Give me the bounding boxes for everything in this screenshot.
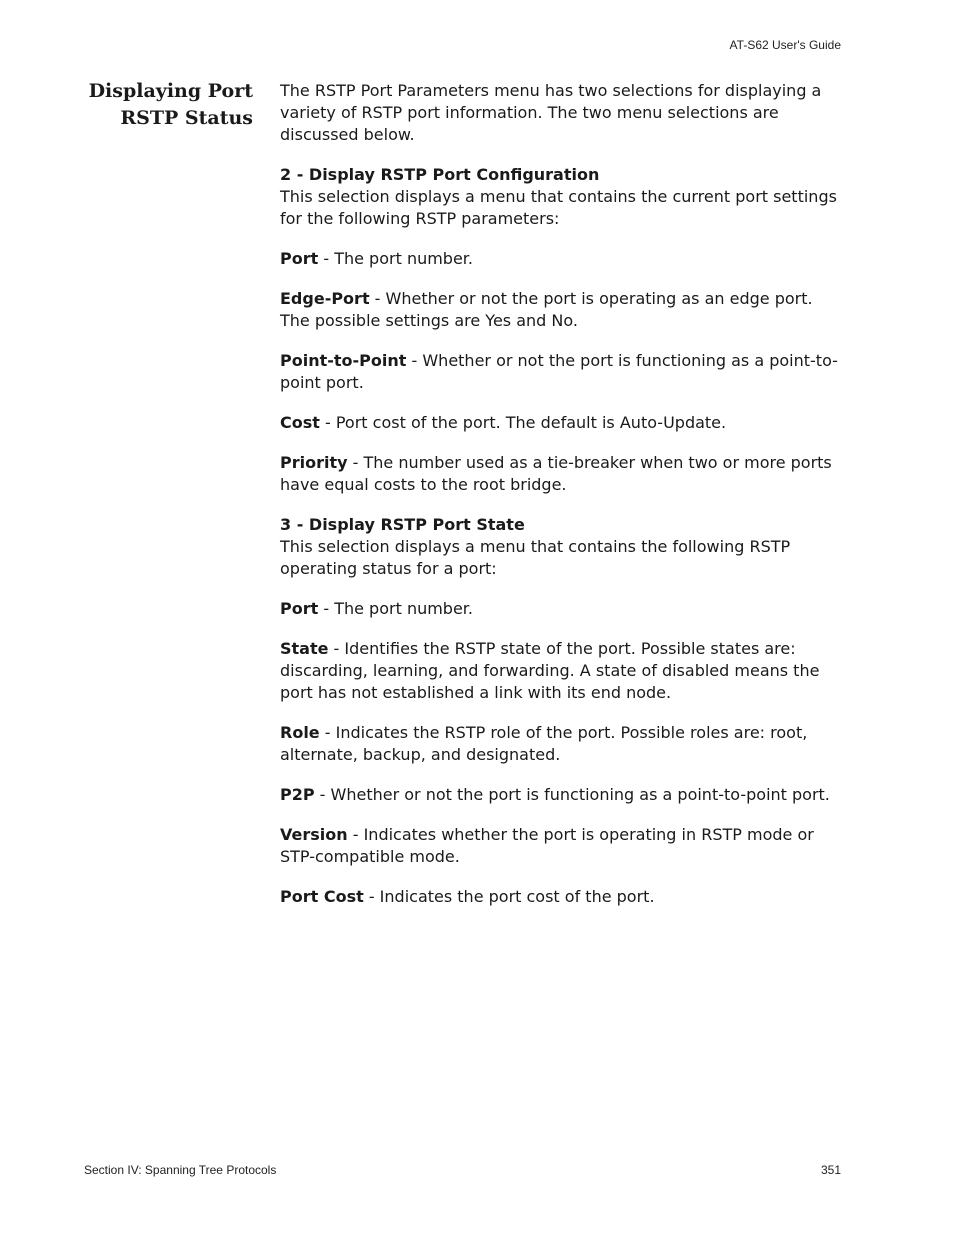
definition: - Whether or not the port is operating as an edge port. The possible settings are Yes and No. bbox=[280, 289, 813, 330]
page-number: 351 bbox=[820, 1163, 841, 1177]
definition: - The port number. bbox=[318, 249, 473, 268]
config-item-edge-port bbox=[280, 288, 845, 332]
state-item-p2p bbox=[280, 784, 845, 806]
definition: - The number used as a tie-breaker when two or more ports have equal costs to the root bridge. bbox=[280, 453, 832, 494]
state-item-port bbox=[280, 598, 845, 620]
config-item-port bbox=[280, 248, 845, 270]
definition: - Indicates the RSTP role of the port. Possible roles are: root, alternate, backup, and designated. bbox=[280, 723, 808, 764]
definition: - Indicates whether the port is operating in RSTP mode or STP-compatible mode. bbox=[280, 825, 814, 866]
state-item-state bbox=[280, 638, 845, 704]
state-subheading: 3 - Display RSTP Port State bbox=[280, 515, 525, 534]
config-item-point-to-point bbox=[280, 350, 845, 394]
body-column bbox=[280, 80, 845, 926]
term: Port bbox=[280, 249, 319, 268]
term: Point-to-Point bbox=[280, 351, 407, 370]
section-heading bbox=[60, 78, 253, 132]
term: Port bbox=[280, 599, 319, 618]
state-item-role bbox=[280, 722, 845, 766]
config-item-priority bbox=[280, 452, 845, 496]
running-header: AT-S62 User's Guide bbox=[729, 38, 841, 52]
config-description: This selection displays a menu that contains the current port settings for the following RSTP parameters: bbox=[280, 187, 837, 228]
term: Version bbox=[280, 825, 348, 844]
term: Port Cost bbox=[280, 887, 364, 906]
term: Cost bbox=[280, 413, 320, 432]
term: Priority bbox=[280, 453, 348, 472]
state-item-version bbox=[280, 824, 845, 868]
term: P2P bbox=[280, 785, 315, 804]
term: State bbox=[280, 639, 329, 658]
section-heading-line1: Displaying Port bbox=[88, 80, 253, 102]
definition: - Indicates the port cost of the port. bbox=[363, 887, 655, 906]
term: Role bbox=[280, 723, 320, 742]
definition: - Whether or not the port is functioning as a point-to-point port. bbox=[314, 785, 830, 804]
state-item-port-cost bbox=[280, 886, 845, 908]
definition: - Whether or not the port is functioning as a point-to-point port. bbox=[280, 351, 838, 392]
config-subheading: 2 - Display RSTP Port Configuration bbox=[280, 165, 600, 184]
config-item-cost bbox=[280, 412, 845, 434]
intro-paragraph: The RSTP Port Parameters menu has two selections for displaying a variety of RSTP port information. The two menu selections are discussed below. bbox=[280, 81, 822, 144]
definition: - Identifies the RSTP state of the port. Possible states are: discarding, learning, and forwarding. A state of disabled means the port has not established a link with its end node. bbox=[280, 639, 820, 702]
definition: - Port cost of the port. The default is Auto-Update. bbox=[319, 413, 727, 432]
section-heading-line2: RSTP Status bbox=[120, 107, 253, 129]
term: Edge-Port bbox=[280, 289, 370, 308]
state-description: This selection displays a menu that contains the following RSTP operating status for a port: bbox=[280, 537, 791, 578]
footer-section-label: Section IV: Spanning Tree Protocols bbox=[84, 1163, 277, 1177]
definition: - The port number. bbox=[318, 599, 473, 618]
